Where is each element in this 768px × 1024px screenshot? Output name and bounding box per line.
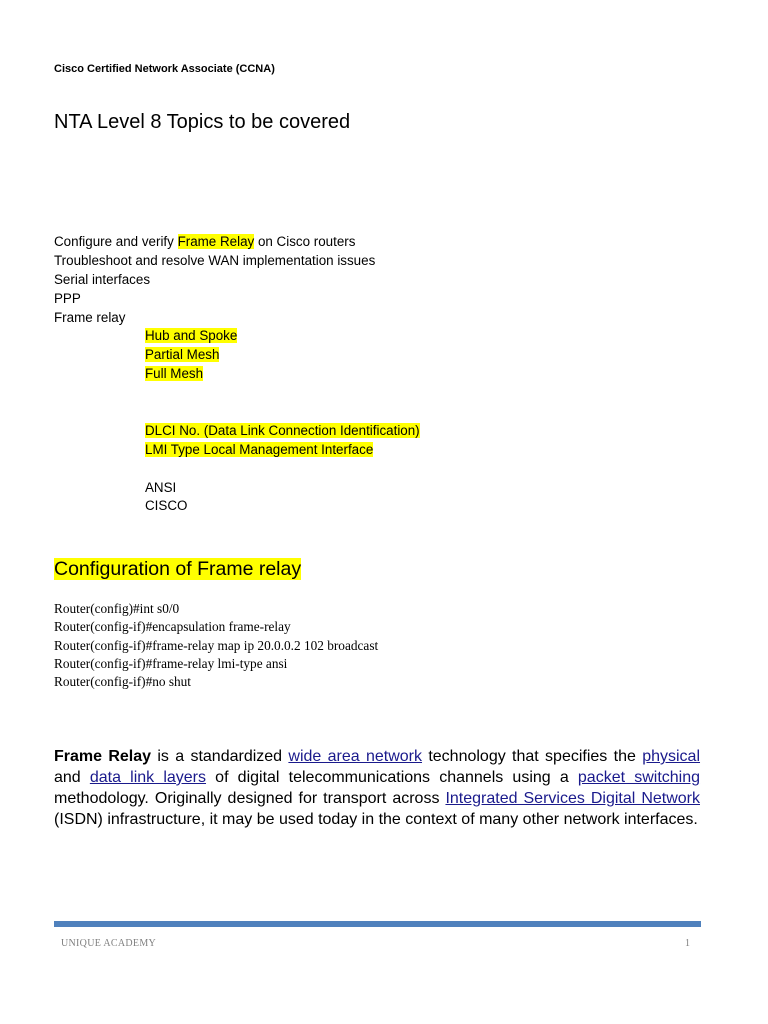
document-header-label: Cisco Certified Network Associate (CCNA) <box>54 63 275 75</box>
subtopic-hub-and-spoke: Hub and Spoke <box>145 328 238 344</box>
command-line: Router(config-if)#frame-relay map ip 20.0.0.2 102 broadcast <box>54 637 379 653</box>
link-data-link-layers[interactable]: data link layers <box>89 769 207 786</box>
subtopic-cisco: CISCO <box>145 498 188 514</box>
topic-troubleshoot: Troubleshoot and resolve WAN implementation issues <box>54 252 376 268</box>
subtopic-dlci: DLCI No. (Data Link Connection Identification) <box>145 422 420 438</box>
page-title: NTA Level 8 Topics to be covered <box>54 111 351 133</box>
topics-list <box>54 233 420 516</box>
command-line: Router(config-if)#encapsulation frame-relay <box>54 619 291 635</box>
topic-frame-relay: Frame relay <box>54 309 126 325</box>
command-line: Router(config-if)#frame-relay lmi-type ansi <box>54 655 288 671</box>
link-packet-switching[interactable]: packet switching <box>577 769 701 786</box>
footer-academy-name: UNIQUE ACADEMY <box>61 938 157 949</box>
frame-relay-description: Frame Relay is a standardized wide area network technology that specifies the physical and data link layers of digital telecommunications channels using a packet switching methodology. Originally designed for transport across Integrated Services Digital Network (ISDN) infrastructure, it may be used today in the context of many other network interfaces. <box>54 748 701 828</box>
command-line: Router(config-if)#no shut <box>54 674 192 690</box>
subtopic-full-mesh: Full Mesh <box>145 366 204 382</box>
config-heading: Configuration of Frame relay <box>54 558 302 580</box>
link-physical[interactable]: physical <box>642 748 701 765</box>
topic-frame-relay-config: Configure and verify Frame Relay on Cisco routers <box>54 234 356 249</box>
subtopic-ansi: ANSI <box>145 479 177 495</box>
subtopic-partial-mesh: Partial Mesh <box>145 347 220 363</box>
page-number: 1 <box>685 938 690 949</box>
topic-ppp: PPP <box>54 290 81 306</box>
topic-serial-interfaces: Serial interfaces <box>54 271 151 287</box>
command-line: Router(config)#int s0/0 <box>54 601 180 616</box>
highlight-frame-relay: Frame Relay <box>177 234 255 249</box>
term-frame-relay: Frame Relay <box>54 748 152 765</box>
link-wide-area-network[interactable]: wide area network <box>288 748 423 765</box>
link-isdn[interactable]: Integrated Services Digital Network <box>445 790 700 807</box>
subtopic-lmi: LMI Type Local Management Interface <box>145 441 374 457</box>
footer-divider <box>54 921 701 927</box>
config-commands <box>54 600 378 691</box>
